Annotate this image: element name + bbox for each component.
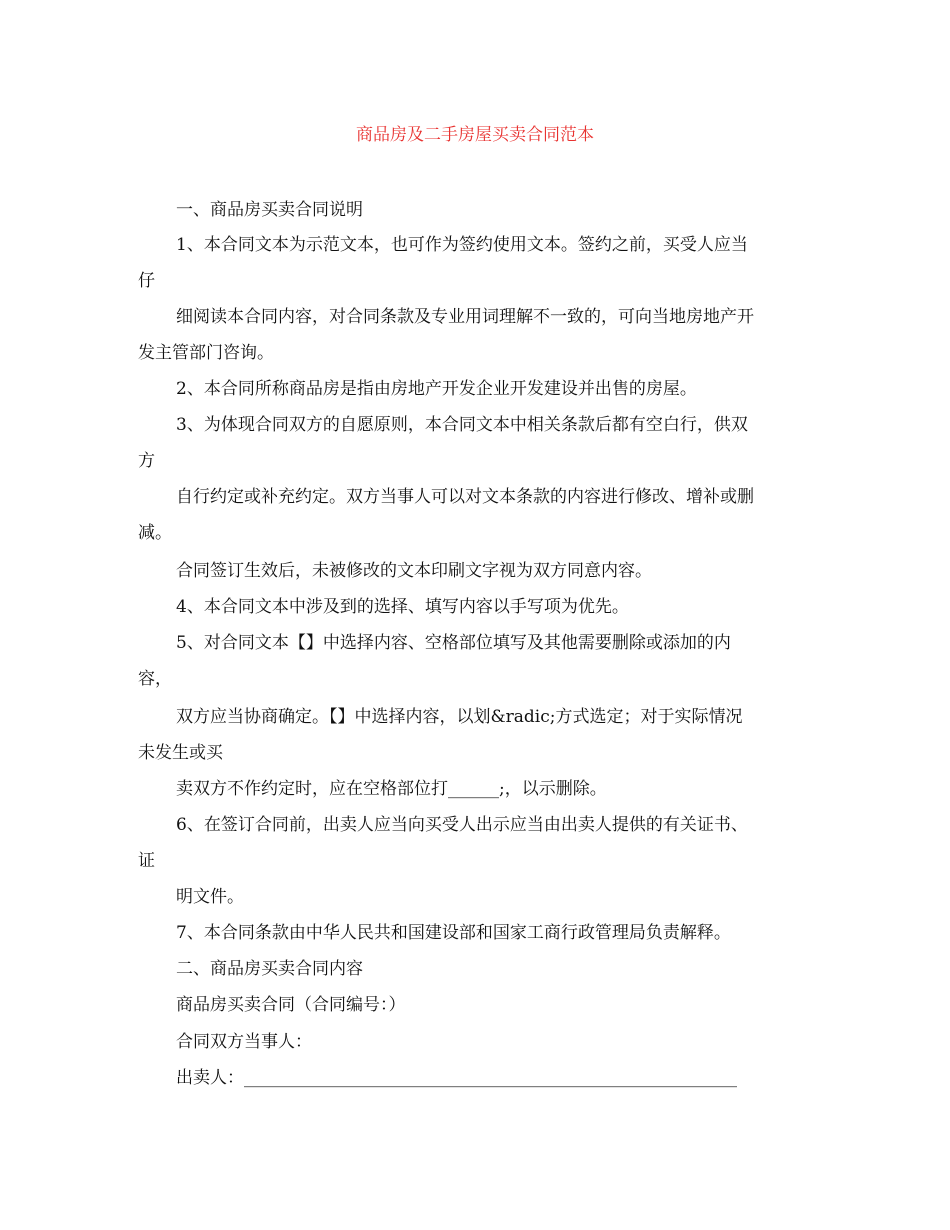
seller-field: 出卖人：__________________________________________________________ xyxy=(176,1068,737,1088)
paragraph-item-7: 7、本合同条款由中华人民共和国建设部和国家工商行政管理局负责解释。 xyxy=(176,923,731,943)
text-line: 方 xyxy=(138,451,155,471)
text-line: 仔 xyxy=(138,271,155,291)
text-line: 自行约定或补充约定。双方当事人可以对文本条款的内容进行修改、增补或删 xyxy=(176,487,754,507)
section-heading-2: 二、商品房买卖合同内容 xyxy=(176,959,363,979)
paragraph-item-5-end: 卖双方不作约定时，应在空格部位打______;，以示删除。 xyxy=(176,779,607,799)
text-line: 减。 xyxy=(138,523,172,543)
paragraph-item-2: 2、本合同所称商品房是指由房地产开发企业开发建设并出售的房屋。 xyxy=(176,379,697,399)
contract-title-line: 商品房买卖合同（合同编号：） xyxy=(176,995,406,1015)
paragraph-item-4: 4、本合同文本中涉及到的选择、填写内容以手写项为优先。 xyxy=(176,597,629,617)
paragraph-item-6-cont: 明文件。 xyxy=(176,887,244,907)
text-line: 5、对合同文本【】中选择内容、空格部位填写及其他需要删除或添加的内 xyxy=(176,633,731,653)
text-line: 证 xyxy=(138,851,155,871)
text-line: 3、为体现合同双方的自愿原则，本合同文本中相关条款后都有空白行，供双 xyxy=(176,415,748,435)
text-line: 双方应当协商确定。【】中选择内容，以划&radic;方式选定；对于实际情况 xyxy=(176,707,743,727)
paragraph-item-3-note: 合同签订生效后，未被修改的文本印刷文字视为双方同意内容。 xyxy=(176,561,652,581)
document-title: 商品房及二手房屋买卖合同范本 xyxy=(356,125,594,145)
section-heading-1: 一、商品房买卖合同说明 xyxy=(176,200,363,220)
text-line: 6、在签订合同前，出卖人应当向买受人出示应当由出卖人提供的有关证书、 xyxy=(176,815,748,835)
text-line: 1、本合同文本为示范文本，也可作为签约使用文本。签约之前，买受人应当 xyxy=(176,235,748,255)
text-line: 未发生或买 xyxy=(138,743,223,763)
parties-label: 合同双方当事人： xyxy=(176,1032,312,1052)
text-line: 容， xyxy=(138,669,172,689)
text-line: 细阅读本合同内容，对合同条款及专业用词理解不一致的，可向当地房地产开 xyxy=(176,307,754,327)
text-line: 发主管部门咨询。 xyxy=(138,343,274,363)
